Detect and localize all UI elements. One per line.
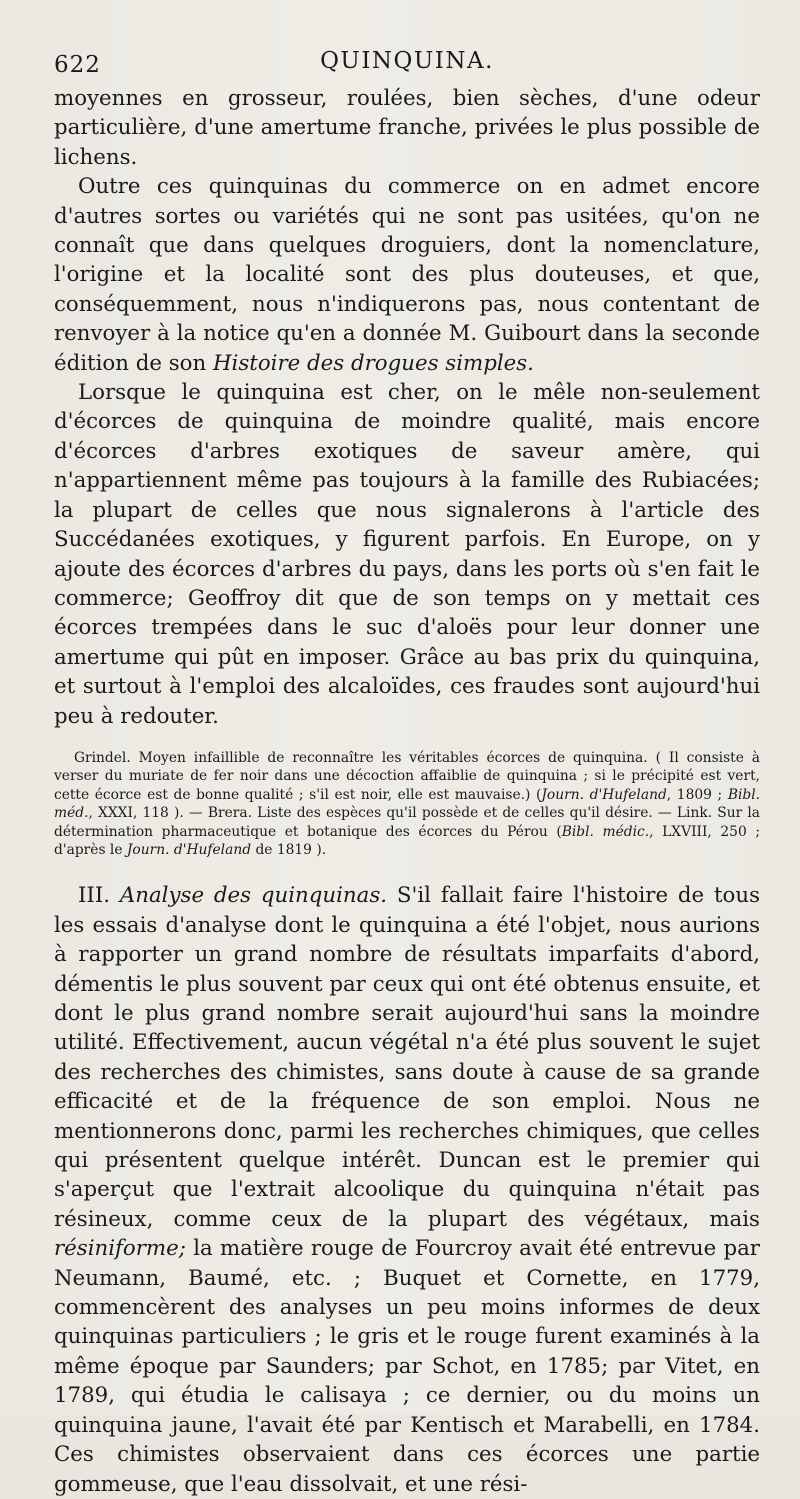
bibliographic-notes [54, 749, 760, 859]
note-ref-1: Journ. d'Hufeland [541, 786, 667, 803]
paragraph-1: moyennes en grosseur, roulées, bien sèches, d'une odeur particulière, d'une amertume franche, privées le plus possible de lichens. [54, 86, 760, 170]
paragraph-3: Lorsque le quinquina est cher, on le mêle non-seulement d'écorces de quinquina de moindre qualité, mais encore d'écorces d'arbres exotiques de saveur amère, qui n'appartiennent même pas toujours à la famille des Rubiacées; la plupart de celles que nous signalerons à l'article des Succédanées exotiques, y figurent parfois. En Europe, on y ajoute des écorces d'arbres du pays, dans les ports où s'en fait le commerce; Geoffroy dit que de son temps on y mettait ces écorces trempées dans le suc d'aloës pour leur donner une amertume qui pût en imposer. Grâce au bas prix du quinquina, et surtout à l'emploi des alcaloïdes, ces fraudes sont aujourd'hui peu à redouter. [54, 380, 760, 729]
note-text-1: Grindel. Moyen infaillible de reconnaître les véritables écorces de quinquina. ( Il consiste à verser du muriate de fer noir dans une décoction affaiblie de quinquina ; si le précipité est vert, cette écorce est de bonne qualité ; s'il est noir, elle est mauvaise.) ( [54, 749, 760, 803]
running-title: QUINQUINA. [320, 48, 494, 74]
section-italic-word: résiniforme; [54, 1236, 186, 1262]
paragraph-2-text: Outre ces quinquinas du commerce on en admet encore d'autres sortes ou variétés qui ne sont pas usitées, qu'on ne connaît que dans quelques droguiers, dont la nomenclature, l'origine et la localité sont des plus douteuses, et que, conséquemment, nous n'indiquerons pas, nous contentant de renvoyer à la notice qu'en a donnée M. Guibourt dans la seconde édition de son [54, 174, 760, 376]
section-number: III. [78, 883, 111, 909]
note-text-3: , XXXI, 118 ). — Brera. Liste des espèces qu'il possède et de celles qu'il désire. — Link. Sur la détermination pharmaceutique et botanique des écorces du Pérou ( [54, 805, 760, 840]
note-ref-4: Journ. d'Hufeland [126, 841, 252, 858]
section-title: Analyse des quinquinas. [119, 883, 388, 909]
section-text-1: S'il fallait faire l'histoire de tous les essais d'analyse dont le quinquina a été l'objet, nous aurions à rapporter un grand nombre de résultats imparfaits d'abord, démentis le plus souvent par ceux qui ont été obtenus ensuite, et dont le plus grand nombre serait aujourd'hui sans la moindre utilité. Effectivement, aucun végétal n'a été plus souvent le sujet des recherches des chimistes, sans doute à cause de sa grande efficacité et de la fréquence de son emploi. Nous ne mentionnerons donc, parmi les recherches chimiques, que celles qui présentent quelque intérêt. Duncan est le premier qui s'aperçut que l'extrait alcoolique du quinquina n'était pas résineux, comme ceux de la plupart des végétaux, mais [54, 883, 760, 1232]
paragraph-2 [54, 172, 760, 378]
note-text-4: , LXVIII, 250 ; d'après le [54, 823, 760, 858]
note-ref-2: Bibl. méd. [54, 786, 760, 822]
note-ref-3: Bibl. médic. [561, 823, 650, 840]
note-text-2: , 1809 ; [666, 786, 723, 803]
paragraph-2-book-title: Histoire des drogues simples. [212, 350, 534, 376]
main-text [54, 84, 760, 731]
section-text-2: la matière rouge de Fourcroy avait été entrevue par Neumann, Baumé, etc. ; Buquet et Cornette, en 1779, commencèrent des analyses un peu moins informes de deux quinquinas particuliers ; le gris et le rouge furent examinés à la même époque par Saunders; par Schot, en 1785; par Vitet, en 1789, qui étudia le calisaya ; ce dernier, ou du moins un quinquina jaune, l'avait été par Kentisch et Marabelli, en 1784. Ces chimistes observaient dans ces écorces une partie gommeuse, que l'eau dissolvait, et une rési- [54, 1236, 760, 1497]
page-header [54, 48, 760, 84]
section-paragraph [54, 881, 760, 1499]
note-text-5: de 1819 ). [255, 841, 327, 858]
section-iii [54, 881, 760, 1499]
page-number: 622 [54, 52, 101, 78]
